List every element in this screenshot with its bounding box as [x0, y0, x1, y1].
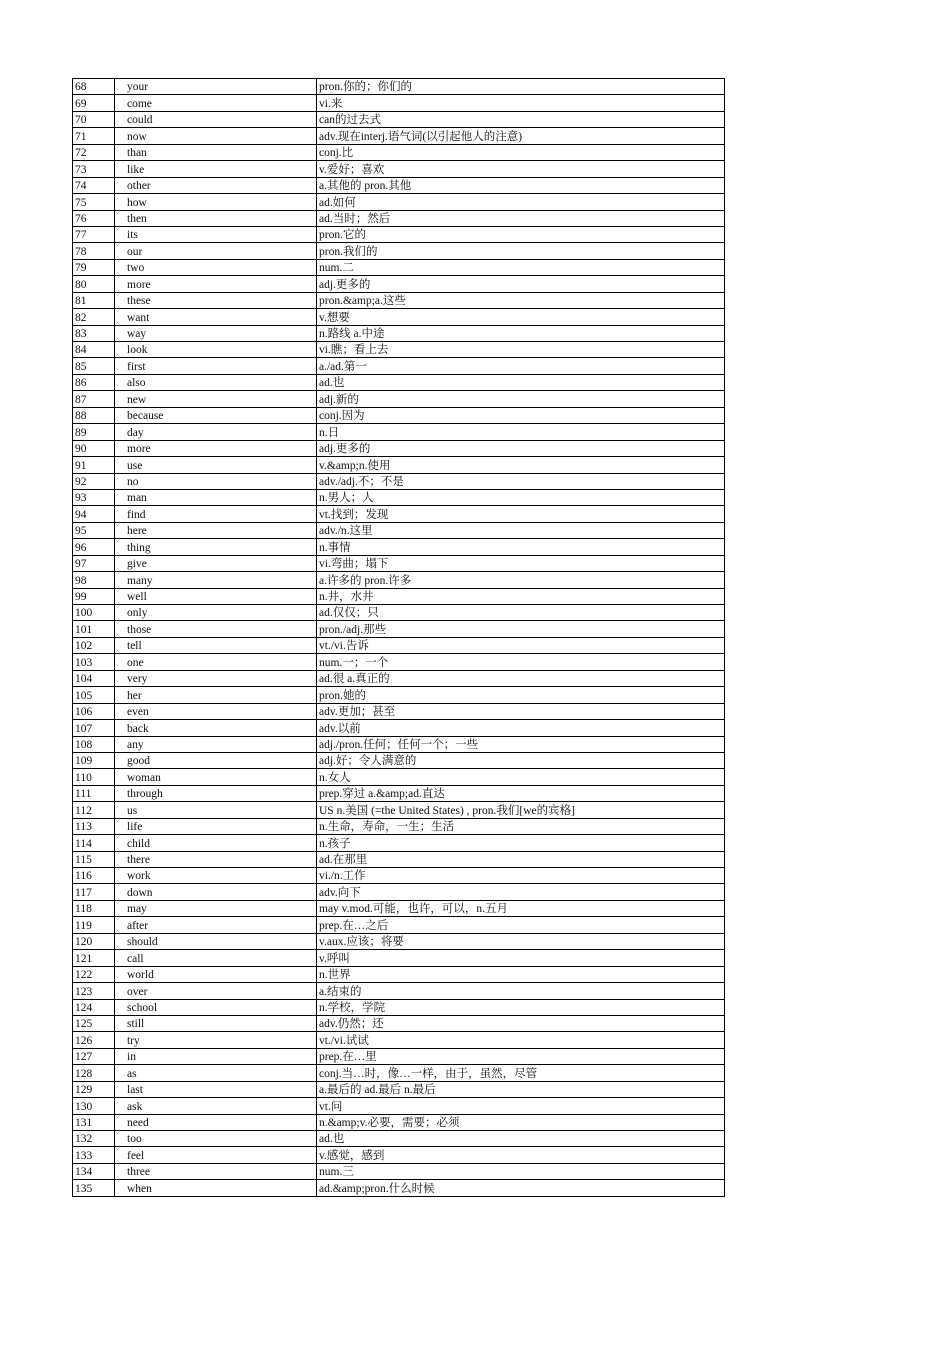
table-row: [73, 1098, 725, 1114]
row-number: 77: [73, 226, 115, 242]
english-word: good: [115, 752, 317, 768]
chinese-definition: adj.更多的: [317, 276, 725, 292]
table-row: [73, 128, 725, 144]
row-number: 76: [73, 210, 115, 226]
row-number: 120: [73, 933, 115, 949]
english-word: tell: [115, 637, 317, 653]
row-number: 91: [73, 457, 115, 473]
table-row: [73, 194, 725, 210]
english-word: more: [115, 440, 317, 456]
table-row: [73, 654, 725, 670]
row-number: 88: [73, 407, 115, 423]
english-word: as: [115, 1065, 317, 1081]
table-row: [73, 457, 725, 473]
row-number: 75: [73, 194, 115, 210]
chinese-definition: vt./vi.告诉: [317, 637, 725, 653]
table-row: [73, 802, 725, 818]
table-row: [73, 473, 725, 489]
table-row: [73, 950, 725, 966]
table-row: [73, 1131, 725, 1147]
table-row: [73, 292, 725, 308]
table-row: [73, 391, 725, 407]
chinese-definition: vi.来: [317, 95, 725, 111]
table-row: [73, 539, 725, 555]
chinese-definition: pron.你的；你们的: [317, 79, 725, 95]
table-row: [73, 605, 725, 621]
table-row: [73, 1015, 725, 1031]
english-word: other: [115, 177, 317, 193]
english-word: more: [115, 276, 317, 292]
table-row: [73, 687, 725, 703]
english-word: find: [115, 506, 317, 522]
chinese-definition: n.&amp;v.必要，需要；必须: [317, 1114, 725, 1130]
chinese-definition: a.结束的: [317, 983, 725, 999]
chinese-definition: n.学校，学院: [317, 999, 725, 1015]
table-row: [73, 835, 725, 851]
row-number: 69: [73, 95, 115, 111]
chinese-definition: n.生命，寿命，一生；生活: [317, 818, 725, 834]
table-row: [73, 210, 725, 226]
english-word: no: [115, 473, 317, 489]
english-word: in: [115, 1048, 317, 1064]
english-word: back: [115, 720, 317, 736]
english-word: use: [115, 457, 317, 473]
chinese-definition: a.许多的 pron.许多: [317, 572, 725, 588]
table-row: [73, 144, 725, 160]
chinese-definition: ad.在那里: [317, 851, 725, 867]
chinese-definition: num.三: [317, 1163, 725, 1179]
chinese-definition: v.想要: [317, 309, 725, 325]
chinese-definition: prep.穿过 a.&amp;ad.直达: [317, 785, 725, 801]
table-row: [73, 933, 725, 949]
row-number: 98: [73, 572, 115, 588]
row-number: 103: [73, 654, 115, 670]
table-row: [73, 407, 725, 423]
chinese-definition: ad.如何: [317, 194, 725, 210]
row-number: 99: [73, 588, 115, 604]
chinese-definition: pron./adj.那些: [317, 621, 725, 637]
table-row: [73, 226, 725, 242]
row-number: 110: [73, 769, 115, 785]
table-row: [73, 374, 725, 390]
row-number: 131: [73, 1114, 115, 1130]
table-row: [73, 785, 725, 801]
row-number: 102: [73, 637, 115, 653]
chinese-definition: conj.因为: [317, 407, 725, 423]
table-row: [73, 506, 725, 522]
row-number: 87: [73, 391, 115, 407]
english-word: its: [115, 226, 317, 242]
chinese-definition: adv.现在interj.语气词(以引起他人的注意): [317, 128, 725, 144]
row-number: 117: [73, 884, 115, 900]
table-row: [73, 95, 725, 111]
english-word: man: [115, 489, 317, 505]
english-word: still: [115, 1015, 317, 1031]
english-word: come: [115, 95, 317, 111]
english-word: day: [115, 424, 317, 440]
english-word: need: [115, 1114, 317, 1130]
table-row: [73, 637, 725, 653]
chinese-definition: n.路线 a.中途: [317, 325, 725, 341]
chinese-definition: pron.&amp;a.这些: [317, 292, 725, 308]
table-row: [73, 309, 725, 325]
table-row: [73, 999, 725, 1015]
english-word: give: [115, 555, 317, 571]
english-word: because: [115, 407, 317, 423]
chinese-definition: vt.问: [317, 1098, 725, 1114]
chinese-definition: adj./pron.任何；任何一个；一些: [317, 736, 725, 752]
chinese-definition: n.世界: [317, 966, 725, 982]
row-number: 124: [73, 999, 115, 1015]
chinese-definition: v.呼叫: [317, 950, 725, 966]
row-number: 118: [73, 900, 115, 916]
row-number: 70: [73, 111, 115, 127]
row-number: 97: [73, 555, 115, 571]
chinese-definition: ad.当时；然后: [317, 210, 725, 226]
chinese-definition: can的过去式: [317, 111, 725, 127]
english-word: like: [115, 161, 317, 177]
row-number: 68: [73, 79, 115, 95]
table-row: [73, 917, 725, 933]
row-number: 108: [73, 736, 115, 752]
english-word: world: [115, 966, 317, 982]
table-row: [73, 111, 725, 127]
table-row: [73, 342, 725, 358]
english-word: after: [115, 917, 317, 933]
table-row: [73, 818, 725, 834]
english-word: look: [115, 342, 317, 358]
row-number: 115: [73, 851, 115, 867]
table-row: [73, 966, 725, 982]
english-word: now: [115, 128, 317, 144]
row-number: 107: [73, 720, 115, 736]
english-word: how: [115, 194, 317, 210]
chinese-definition: ad.也: [317, 1131, 725, 1147]
chinese-definition: adv.向下: [317, 884, 725, 900]
chinese-definition: pron.它的: [317, 226, 725, 242]
english-word: life: [115, 818, 317, 834]
english-word: could: [115, 111, 317, 127]
english-word: any: [115, 736, 317, 752]
row-number: 133: [73, 1147, 115, 1163]
row-number: 132: [73, 1131, 115, 1147]
english-word: there: [115, 851, 317, 867]
row-number: 111: [73, 785, 115, 801]
chinese-definition: vt./vi.试试: [317, 1032, 725, 1048]
english-word: our: [115, 243, 317, 259]
chinese-definition: n.井，水井: [317, 588, 725, 604]
row-number: 80: [73, 276, 115, 292]
english-word: school: [115, 999, 317, 1015]
row-number: 73: [73, 161, 115, 177]
row-number: 116: [73, 868, 115, 884]
english-word: child: [115, 835, 317, 851]
english-word: want: [115, 309, 317, 325]
table-row: [73, 1180, 725, 1196]
chinese-definition: pron.她的: [317, 687, 725, 703]
table-row: [73, 884, 725, 900]
english-word: thing: [115, 539, 317, 555]
table-row: [73, 555, 725, 571]
english-word: these: [115, 292, 317, 308]
table-row: [73, 670, 725, 686]
table-row: [73, 79, 725, 95]
english-word: new: [115, 391, 317, 407]
english-word: very: [115, 670, 317, 686]
english-word: when: [115, 1180, 317, 1196]
chinese-definition: vi.瞧；看上去: [317, 342, 725, 358]
english-word: over: [115, 983, 317, 999]
row-number: 127: [73, 1048, 115, 1064]
chinese-definition: n.男人；人: [317, 489, 725, 505]
table-row: [73, 868, 725, 884]
chinese-definition: prep.在…之后: [317, 917, 725, 933]
english-word: too: [115, 1131, 317, 1147]
english-word: than: [115, 144, 317, 160]
table-row: [73, 1048, 725, 1064]
row-number: 71: [73, 128, 115, 144]
table-row: [73, 424, 725, 440]
row-number: 89: [73, 424, 115, 440]
row-number: 135: [73, 1180, 115, 1196]
table-row: [73, 1065, 725, 1081]
table-row: [73, 243, 725, 259]
english-word: ask: [115, 1098, 317, 1114]
row-number: 94: [73, 506, 115, 522]
chinese-definition: v.感觉，感到: [317, 1147, 725, 1163]
english-word: last: [115, 1081, 317, 1097]
chinese-definition: adv./n.这里: [317, 522, 725, 538]
chinese-definition: adj.好；令人满意的: [317, 752, 725, 768]
chinese-definition: US n.美国 (=the United States) , pron.我们[we的宾格]: [317, 802, 725, 818]
english-word: work: [115, 868, 317, 884]
row-number: 104: [73, 670, 115, 686]
english-word: then: [115, 210, 317, 226]
chinese-definition: num.一；一个: [317, 654, 725, 670]
english-word: many: [115, 572, 317, 588]
chinese-definition: vi.弯曲；塌下: [317, 555, 725, 571]
table-row: [73, 572, 725, 588]
chinese-definition: vt.找到；发现: [317, 506, 725, 522]
chinese-definition: v.aux.应该；将要: [317, 933, 725, 949]
english-word: well: [115, 588, 317, 604]
table-row: [73, 769, 725, 785]
row-number: 123: [73, 983, 115, 999]
table-row: [73, 621, 725, 637]
chinese-definition: num.二: [317, 259, 725, 275]
row-number: 92: [73, 473, 115, 489]
row-number: 83: [73, 325, 115, 341]
chinese-definition: adj.更多的: [317, 440, 725, 456]
chinese-definition: n.日: [317, 424, 725, 440]
english-word: one: [115, 654, 317, 670]
english-word: two: [115, 259, 317, 275]
english-word: down: [115, 884, 317, 900]
row-number: 90: [73, 440, 115, 456]
english-word: only: [115, 605, 317, 621]
chinese-definition: adv.以前: [317, 720, 725, 736]
chinese-definition: may v.mod.可能，也许，可以，n.五月: [317, 900, 725, 916]
chinese-definition: ad.仅仅；只: [317, 605, 725, 621]
english-word: even: [115, 703, 317, 719]
row-number: 82: [73, 309, 115, 325]
row-number: 86: [73, 374, 115, 390]
table-row: [73, 1114, 725, 1130]
english-word: try: [115, 1032, 317, 1048]
chinese-definition: prep.在…里: [317, 1048, 725, 1064]
table-row: [73, 325, 725, 341]
table-row: [73, 851, 725, 867]
chinese-definition: conj.比: [317, 144, 725, 160]
chinese-definition: pron.我们的: [317, 243, 725, 259]
row-number: 105: [73, 687, 115, 703]
table-row: [73, 358, 725, 374]
english-word: us: [115, 802, 317, 818]
row-number: 129: [73, 1081, 115, 1097]
table-row: [73, 703, 725, 719]
chinese-definition: a./ad.第一: [317, 358, 725, 374]
english-word: your: [115, 79, 317, 95]
chinese-definition: n.事情: [317, 539, 725, 555]
row-number: 106: [73, 703, 115, 719]
table-row: [73, 1081, 725, 1097]
chinese-definition: adj.新的: [317, 391, 725, 407]
table-row: [73, 720, 725, 736]
english-word: way: [115, 325, 317, 341]
row-number: 122: [73, 966, 115, 982]
row-number: 114: [73, 835, 115, 851]
chinese-definition: conj.当…时，像…一样，由于，虽然，尽管: [317, 1065, 725, 1081]
table-row: [73, 440, 725, 456]
row-number: 109: [73, 752, 115, 768]
english-word: call: [115, 950, 317, 966]
row-number: 95: [73, 522, 115, 538]
table-row: [73, 276, 725, 292]
vocabulary-table: [72, 78, 725, 1197]
chinese-definition: vi./n.工作: [317, 868, 725, 884]
chinese-definition: v.爱好；喜欢: [317, 161, 725, 177]
chinese-definition: a.其他的 pron.其他: [317, 177, 725, 193]
table-row: [73, 489, 725, 505]
english-word: feel: [115, 1147, 317, 1163]
table-row: [73, 522, 725, 538]
chinese-definition: n.女人: [317, 769, 725, 785]
chinese-definition: adv./adj.不；不是: [317, 473, 725, 489]
row-number: 85: [73, 358, 115, 374]
chinese-definition: n.孩子: [317, 835, 725, 851]
english-word: should: [115, 933, 317, 949]
chinese-definition: a.最后的 ad.最后 n.最后: [317, 1081, 725, 1097]
table-row: [73, 983, 725, 999]
english-word: may: [115, 900, 317, 916]
row-number: 81: [73, 292, 115, 308]
chinese-definition: adv.更加；甚至: [317, 703, 725, 719]
table-row: [73, 1163, 725, 1179]
row-number: 112: [73, 802, 115, 818]
row-number: 125: [73, 1015, 115, 1031]
vocabulary-table-body: [73, 79, 725, 1197]
row-number: 134: [73, 1163, 115, 1179]
table-row: [73, 736, 725, 752]
row-number: 78: [73, 243, 115, 259]
chinese-definition: adv.仍然；还: [317, 1015, 725, 1031]
chinese-definition: ad.很 a.真正的: [317, 670, 725, 686]
english-word: first: [115, 358, 317, 374]
row-number: 126: [73, 1032, 115, 1048]
table-row: [73, 588, 725, 604]
table-row: [73, 177, 725, 193]
row-number: 100: [73, 605, 115, 621]
table-row: [73, 900, 725, 916]
english-word: three: [115, 1163, 317, 1179]
chinese-definition: ad.也: [317, 374, 725, 390]
table-row: [73, 161, 725, 177]
chinese-definition: ad.&amp;pron.什么时候: [317, 1180, 725, 1196]
english-word: through: [115, 785, 317, 801]
english-word: also: [115, 374, 317, 390]
row-number: 84: [73, 342, 115, 358]
table-row: [73, 259, 725, 275]
row-number: 93: [73, 489, 115, 505]
english-word: woman: [115, 769, 317, 785]
chinese-definition: v.&amp;n.使用: [317, 457, 725, 473]
table-row: [73, 1147, 725, 1163]
row-number: 72: [73, 144, 115, 160]
row-number: 121: [73, 950, 115, 966]
english-word: those: [115, 621, 317, 637]
english-word: her: [115, 687, 317, 703]
row-number: 119: [73, 917, 115, 933]
row-number: 74: [73, 177, 115, 193]
english-word: here: [115, 522, 317, 538]
row-number: 128: [73, 1065, 115, 1081]
row-number: 130: [73, 1098, 115, 1114]
row-number: 113: [73, 818, 115, 834]
table-row: [73, 752, 725, 768]
row-number: 79: [73, 259, 115, 275]
row-number: 96: [73, 539, 115, 555]
row-number: 101: [73, 621, 115, 637]
table-row: [73, 1032, 725, 1048]
